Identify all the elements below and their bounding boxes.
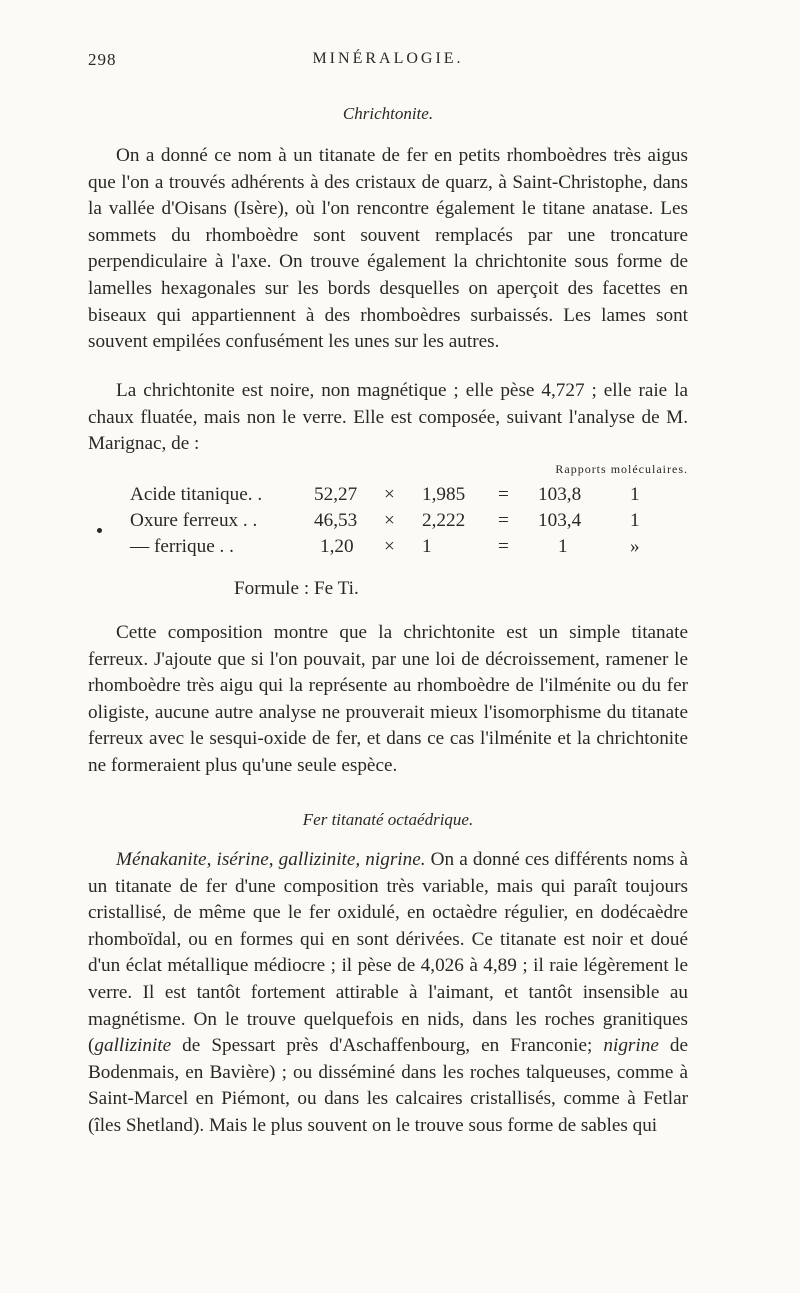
multiply-sign: × [384,510,395,531]
paragraph-text: de Spessart près d'Aschaffenbourg, en Franconie; [171,1035,604,1057]
compound-name: Oxure ferreux . . [130,510,258,531]
multiply-sign: × [384,484,395,505]
compound-value: 1,20 [320,536,354,557]
molecular-ratio: 103,8 [538,484,582,505]
paragraph-description: On a donné ce nom à un titanate de fer en petits rhomboèdres très aigus que l'on a trouvés adhérents à des cristaux de quarz, à Saint-Christophe, dans la vallée d'Oisans (Isère), où l'on rencontre également le titane anatase. Les sommets du rhomboèdre sont souvent remplacés par une troncature perpendiculaire à l'axe. On trouve également la chrichtonite sous forme de lamelles hexagonales sur les bords desquelles on aperçoit des facettes en biseaux qui appartiennent à des rhomboèdres surbaissés. Les lames sont souvent empilées confusément les unes sur les autres. [88,145,688,353]
mineral-gallizinite: gallizinite [94,1035,172,1057]
equals-sign: = [498,510,509,531]
running-title: MINÉRALOGIE. [312,50,464,67]
paragraph-properties: La chrichtonite est noire, non magnétique ; elle pèse 4,727 ; elle raie la chaux fluatée, mais non le verre. Elle est composée, suivant l'analyse de M. Marignac, de : [88,380,688,455]
mineral-nigrine: nigrine [603,1035,659,1057]
compound-factor: 2,222 [422,510,466,531]
compound-factor: 1 [422,536,432,557]
formula-line [88,578,688,600]
compound-value: 52,27 [314,484,358,505]
paragraph-text: de Bodenmais, en Bavière) ; ou disséminé dans les roches talqueuses, comme à Saint-Marcel en Piémont, ou dans les calcaires cristallisés, comme à Fetlar (îles Shetland). Mais le plus souvent on le trouve sous forme de sables qui [88,1035,688,1136]
compound-factor: 1,985 [422,484,466,505]
multiply-sign: × [384,536,395,557]
section-title-fer-titanate: Fer titanaté octaédrique. [302,810,474,829]
composition-row [88,536,688,562]
compound-name: Acide titanique. . [130,484,263,505]
section-title-chrichtonite: Chrichtonite. [342,104,434,123]
molecular-ratio: 103,4 [538,510,582,531]
running-header [88,50,688,78]
molecular-ratio: 1 [558,536,568,557]
equals-sign: = [498,536,509,557]
page-number: 298 [88,50,117,69]
composition-row [88,510,688,536]
formula: Fe Ti. [313,578,359,599]
table-header-rapports: Rapports moléculaires. [555,462,688,476]
composition-row [88,484,688,510]
ratio-number: » [630,536,640,557]
paragraph-text: On a donné ces différents noms à un titanate de fer d'une composition très variable, mais qui paraît toujours cristallisé, de même que le fer oxidulé, en octaèdre régulier, en dodécaèdre rhomboïdal, ou en formes qui en sont dérivées. Ce titanate est noir et doué d'un éclat métallique médiocre ; il pèse de 4,026 à 4,89 ; il raie légèrement le verre. Il est tantôt fortement attirable à l'aimant, et tantôt insensible au magnétisme. On le trouve quelquefois en nids, dans les roches granitiques ( [88,849,689,1057]
ratio-number: 1 [630,510,640,531]
paragraph-conclusion: Cette composition montre que la chrichtonite est un simple titanate ferreux. J'ajoute que si l'on pouvait, par une loi de décroissement, ramener le rhomboèdre très aigu qui la représente au rhomboèdre de l'ilménite ou du fer oligiste, aucune autre analyse ne prouverait mieux l'isomorphisme du titanate ferreux avec le sesqui-oxide de fer, et dans ce cas l'ilménite et la chrichtonite ne formeraient plus qu'une seule espèce. [88,622,688,776]
ratio-number: 1 [630,484,640,505]
compound-value: 46,53 [314,510,358,531]
equals-sign: = [498,484,509,505]
paragraph-menakanite [88,847,688,1140]
formula-label: Formule : [234,578,310,599]
mineral-names: Ménakanite, isérine, gallizinite, nigrine. [116,849,426,870]
compound-name: — ferrique . . [130,536,234,557]
